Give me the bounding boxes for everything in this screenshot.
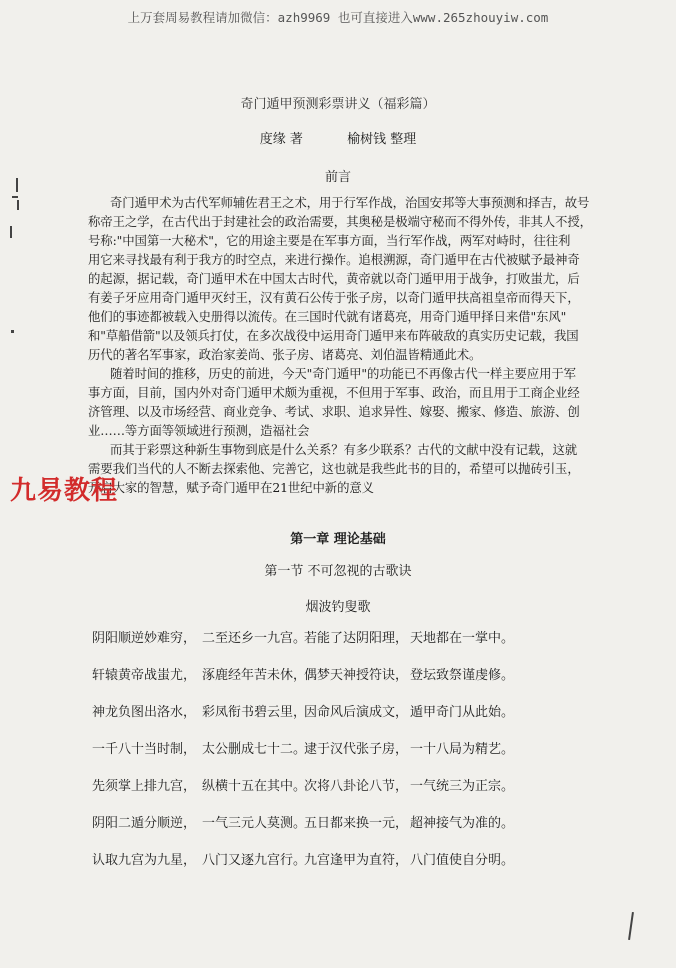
poem-phrase: 阴阳二遁分顺逆， [92, 816, 197, 831]
promo-banner: 上万套周易教程请加微信：azh9969 也可直接进入www.265zhouyiw.com [127, 10, 549, 25]
poem-phrase: 一十八局为精艺。 [410, 742, 515, 757]
preface-line: 开启大家的智慧，赋予奇门遁甲在21世纪中新的意义 [88, 480, 374, 495]
preface-line: 的起源，据记载，奇门遁甲术在中国太古时代，黄帝就以奇门遁甲用于战争，打败蚩尤，后 [88, 271, 580, 286]
poem-phrase: 轩辕黄帝战蚩尤， [92, 668, 197, 683]
poem-phrase: 认取九宫为九星， [92, 853, 197, 868]
scan-mark [17, 200, 19, 210]
poem-phrase: 阴阳顺逆妙难穷， [92, 631, 197, 646]
poem-phrase: 登坛致祭谨虔修。 [410, 668, 515, 683]
poem-phrase: 超神接气为准的。 [410, 816, 515, 831]
poem-verse [92, 664, 592, 684]
preface-line: 事方面，目前，国内外对奇门遁甲术颇为重视，不但用于军事、政治，而且用于工商企业经 [88, 385, 580, 400]
preface-line: 有姜子牙应用奇门遁甲灭纣王，汉有黄石公传于张子房，以奇门遁甲扶高祖皇帝而得天下， [88, 290, 580, 305]
poem-phrase: 纵横十五在其中。 [202, 779, 307, 794]
poem-phrase: 一气统三为正宗。 [410, 779, 515, 794]
poem-phrase: 遁甲奇门从此始。 [410, 705, 515, 720]
preface-line: 和"草船借箭"以及领兵打仗，在多次战役中运用奇门遁甲来布阵破敌的真实历史记载，我国 [88, 328, 579, 343]
chapter-title: 第一章 理论基础 [290, 532, 386, 547]
poem-phrase: 九宫逢甲为直符， [304, 853, 409, 868]
scan-mark [10, 226, 12, 238]
poem-phrase: 因命风后演成文， [304, 705, 409, 720]
preface-line: 他们的事迹都被载入史册得以流传。在三国时代就有诸葛亮，用奇门遁甲择日来借"东风" [88, 309, 567, 324]
poem-verse [92, 627, 592, 647]
poem-phrase: 若能了达阴阳理， [304, 631, 409, 646]
preface-line: 称帝王之学，在古代出于封建社会的政治需要，其奥秘是极端守秘而不得外传，非其人不授， [88, 214, 592, 229]
poem-phrase: 八门又逐九宫行。 [202, 853, 307, 868]
document-title: 奇门遁甲预测彩票讲义（福彩篇） [240, 97, 436, 112]
poem-phrase: 太公删成七十二。 [202, 742, 307, 757]
poem-phrase: 一千八十当时制， [92, 742, 197, 757]
watermark-logo: 九易教程 [10, 476, 119, 506]
preface-line: 济管理、以及市场经营、商业竞争、考试、求职、追求异性、嫁娶、搬家、修造、旅游、创 [88, 404, 580, 419]
scan-mark [16, 178, 18, 192]
poem-phrase: 五日都来换一元， [304, 816, 409, 831]
poem-phrase: 八门值使自分明。 [410, 853, 515, 868]
poem-phrase: 逮于汉代张子房， [304, 742, 409, 757]
preface-line: 而其于彩票这种新生事物到底是什么关系？有多少联系？古代的文献中没有记载，这就 [110, 442, 578, 457]
poem-phrase: 二至还乡一九宫。 [202, 631, 307, 646]
poem-phrase: 先须掌上排九宫， [92, 779, 197, 794]
poem-phrase: 偶梦天神授符诀， [304, 668, 409, 683]
poem-phrase: 涿鹿经年苦未休， [202, 668, 307, 683]
preface-line: 随着时间的推移，历史的前进，今天"奇门遁甲"的功能已不再像古代一样主要应用于军 [110, 366, 576, 381]
poem-verse [92, 701, 592, 721]
author-line [0, 128, 676, 147]
poem-verse [92, 849, 592, 869]
section-title: 第一节 不可忽视的古歌诀 [264, 564, 412, 579]
poem-verse [92, 775, 592, 795]
poem-title: 烟波钓叟歌 [305, 600, 371, 615]
poem-verse [92, 812, 592, 832]
preface-line: 用它来寻找最有利于我方的时空点，来进行操作。追根溯源，奇门遁甲在古代被赋予最神奇 [88, 252, 580, 267]
editor: 榆树钱 整理 [347, 132, 417, 147]
preface-line: 号称:"中国第一大秘术"，它的用途主要是在军事方面，当行军作战，两军对峙时，往往利 [88, 233, 571, 248]
poem-phrase: 彩凤衔书碧云里， [202, 705, 307, 720]
preface-line: 需要我们当代的人不断去探索他、完善它，这也就是我些此书的目的，希望可以抛砖引玉， [88, 461, 580, 476]
scan-mark [628, 912, 634, 940]
poem-phrase: 天地都在一掌中。 [410, 631, 515, 646]
preface-line: 业……等方面等领域进行预测，造福社会 [88, 423, 310, 438]
scan-mark [11, 330, 14, 333]
preface-line: 历代的著名军事家，政治家姜尚、张子房、诸葛亮、刘伯温皆精通此术。 [88, 347, 482, 362]
preface-heading: 前言 [324, 170, 351, 185]
poem-verse [92, 738, 592, 758]
poem-phrase: 神龙负图出洛水， [92, 705, 197, 720]
poem-phrase: 一气三元人莫测。 [202, 816, 307, 831]
poem-phrase: 次将八卦论八节， [304, 779, 409, 794]
preface-line: 奇门遁甲术为古代军师辅佐君王之术，用于行军作战，治国安邦等大事预测和择吉，故号 [110, 195, 590, 210]
author: 度缘 著 [259, 132, 303, 147]
scan-mark [12, 196, 18, 198]
